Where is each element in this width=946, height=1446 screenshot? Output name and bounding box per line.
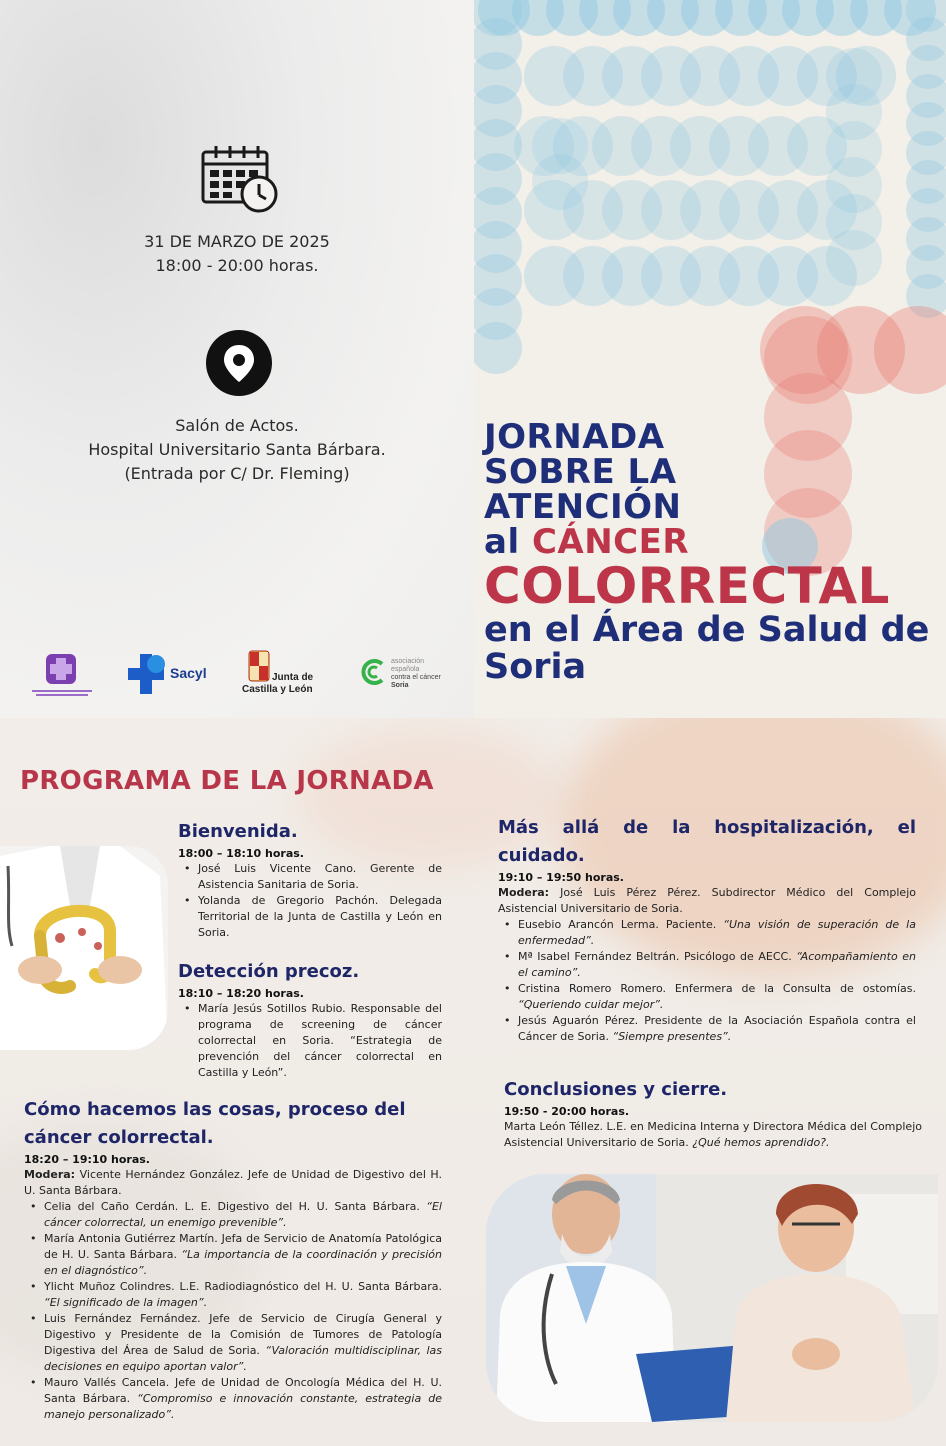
list-item — [24, 1311, 442, 1375]
aecc-logo-line-2: española — [391, 666, 420, 673]
list-item — [498, 949, 916, 981]
list-item — [178, 1001, 442, 1081]
talk-title: “Valoración multidisciplinar, las decisiones en equipo aportan valor”. — [44, 1344, 442, 1373]
title-line-4-prefix: al — [484, 522, 532, 562]
event-title — [484, 417, 934, 687]
map-pin-icon — [206, 330, 272, 396]
moderator-text: José Luis Pérez Pérez. Subdirector Médico del Complejo Asistencial Universitario de Soria. — [498, 886, 916, 915]
title-line-2: SOBRE LA — [484, 452, 677, 492]
talk-title: ¿Qué hemos aprendido?. — [692, 1136, 830, 1149]
aecc-logo-line-1: asociación — [391, 658, 425, 665]
section-process-time: 18:20 – 19:10 horas. — [24, 1153, 150, 1166]
speaker-text: Mª Isabel Fernández Beltrán. Psicólogo de AECC. — [518, 950, 797, 963]
talk-title: “El significado de la imagen”. — [44, 1296, 208, 1309]
section-care — [498, 814, 916, 1045]
program-panel — [0, 718, 946, 1446]
sacyl-logo-text: Sacyl — [170, 665, 207, 681]
junta-logo-line-1: Junta de — [272, 672, 314, 683]
section-process-title: Cómo hacemos las cosas, proceso del cáncer colorrectal. — [24, 1099, 406, 1148]
section-process — [24, 1096, 442, 1423]
list-item — [24, 1279, 442, 1311]
illustration-dot — [826, 230, 882, 286]
calendar-clock-icon — [200, 144, 280, 214]
section-process-list — [24, 1199, 442, 1423]
talk-title: “El cáncer colorrectal, un enemigo prevenible”. — [44, 1200, 442, 1229]
speaker-text: Celia del Caño Cerdán. L. E. Digestivo del H. U. Santa Bárbara. — [44, 1200, 427, 1213]
talk-title: “Siempre presentes”. — [612, 1030, 732, 1043]
junta-logo-line-2: Castilla y León — [242, 684, 313, 695]
section-welcome-time: 18:00 – 18:10 horas. — [178, 847, 304, 860]
talk-title: “Compromiso e innovación constante, estrategia de manejo personalizado”. — [44, 1392, 442, 1421]
section-welcome-title: Bienvenida. — [178, 821, 298, 842]
section-welcome — [178, 818, 442, 941]
speaker-text: María Antonia Gutiérrez Martín. Jefa de Servicio de Anatomía Patológica de H. U. Santa Bárbara. — [44, 1232, 442, 1261]
title-line-4 — [484, 522, 934, 562]
aecc-logo-line-4: Soria — [391, 682, 409, 689]
title-line-6: en el Área de Salud de — [484, 610, 930, 650]
talk-title: “Una visión de superación de la enfermedad”. — [518, 918, 916, 947]
list-item — [498, 917, 916, 949]
list-item — [24, 1231, 442, 1279]
speaker-text: Eusebio Arancón Lerma. Paciente. — [518, 918, 724, 931]
speaker-text: Jesús Aguarón Pérez. Presidente de la Asociación Española contra el Cáncer de Soria. — [518, 1014, 916, 1043]
title-line-5: COLORRECTAL — [484, 557, 890, 615]
illustration-dot — [474, 322, 522, 374]
section-care-moderator — [498, 885, 916, 917]
list-item — [24, 1375, 442, 1423]
section-care-time: 19:10 – 19:50 horas. — [498, 871, 624, 884]
section-process-moderator — [24, 1167, 442, 1199]
moderator-label: Modera: — [498, 886, 550, 899]
speaker-text: Ylicht Muñoz Colindres. L.E. Radiodiagnóstico del H. U. Santa Bárbara. — [44, 1280, 442, 1293]
cover-left-column — [0, 0, 474, 718]
title-line-4-highlight: CÁNCER — [531, 522, 690, 562]
section-early-detection-title: Detección precoz. — [178, 961, 360, 982]
program-title: PROGRAMA DE LA JORNADA — [20, 766, 434, 796]
venue-line-3: (Entrada por C/ Dr. Fleming) — [124, 464, 350, 483]
doctor-colon-model-image — [0, 846, 168, 1050]
section-welcome-list — [178, 861, 442, 941]
list-item — [498, 981, 916, 1013]
talk-title: “Acompañamiento en el camino”. — [518, 950, 916, 979]
event-hours: 18:00 - 20:00 horas. — [155, 256, 319, 275]
illustration-dot — [532, 154, 588, 210]
talk-title: “Estrategia de prevención del cáncer colorrectal en Castilla y León”. — [198, 1034, 443, 1079]
hospital-association-logo — [26, 650, 98, 698]
speaker-text: Cristina Romero Romero. Enfermera de la Consulta de ostomías. — [518, 982, 916, 995]
title-line-1: JORNADA — [484, 417, 665, 457]
title-line-3: ATENCIÓN — [484, 487, 682, 527]
speaker-text: Mauro Vallés Cancela. Jefe de Unidad de Oncología Médica del H. U. Santa Bárbara. — [44, 1376, 442, 1405]
speaker-text: Marta León Téllez. L.E. en Medicina Interna y Directora Médica del Complejo Asistencial Universitario de Soria. — [504, 1120, 922, 1149]
junta-castilla-leon-logo — [242, 650, 332, 698]
aecc-soria-logo — [360, 656, 460, 696]
section-conclusions-time: 19:50 - 20:00 horas. — [504, 1105, 630, 1118]
talk-title: “Queriendo cuidar mejor”. — [518, 998, 664, 1011]
doctor-patient-image — [486, 1174, 938, 1422]
sacyl-logo — [128, 654, 218, 694]
list-item: • Yolanda de Gregorio Pachón. Delegada Territorial de la Junta de Castilla y León en Soria. — [178, 893, 442, 941]
speaker-text: Luis Fernández Fernández. Jefe de Servicio de Cirugía General y Digestivo y Presidente de la Comisión de Tumores de Patología Digestiva del Área de Salud de Soria. — [44, 1312, 442, 1357]
venue-line-2: Hospital Universitario Santa Bárbara. — [88, 440, 386, 459]
list-item — [498, 1013, 916, 1045]
section-care-title: Más allá de la hospitalización, el cuidado. — [498, 817, 916, 866]
section-care-list — [498, 917, 916, 1045]
moderator-text: Vicente Hernández González. Jefe de Unidad de Digestivo del H. U. Santa Bárbara. — [24, 1168, 442, 1197]
cover-panel — [0, 0, 946, 718]
venue-line-1: Salón de Actos. — [175, 416, 299, 435]
title-line-7: Soria — [484, 647, 587, 687]
section-conclusions-title: Conclusiones y cierre. — [504, 1079, 728, 1100]
section-conclusions — [504, 1076, 922, 1151]
speaker-text: María Jesús Sotillos Rubio. Responsable del programa de screening de cáncer colorrectal en Soria. — [198, 1002, 442, 1047]
talk-title: “La importancia de la coordinación y precisión en el diagnóstico”. — [44, 1248, 442, 1277]
section-early-detection-list — [178, 1001, 442, 1081]
list-item: • José Luis Vicente Cano. Gerente de Asistencia Sanitaria de Soria. — [178, 861, 442, 893]
section-early-detection — [178, 958, 442, 1081]
event-date: 31 DE MARZO DE 2025 — [144, 232, 330, 251]
section-conclusions-text — [504, 1119, 922, 1151]
moderator-label: Modera: — [24, 1168, 76, 1181]
aecc-logo-line-3: contra el cáncer — [391, 674, 441, 681]
section-early-detection-time: 18:10 – 18:20 horas. — [178, 987, 304, 1000]
list-item — [24, 1199, 442, 1231]
